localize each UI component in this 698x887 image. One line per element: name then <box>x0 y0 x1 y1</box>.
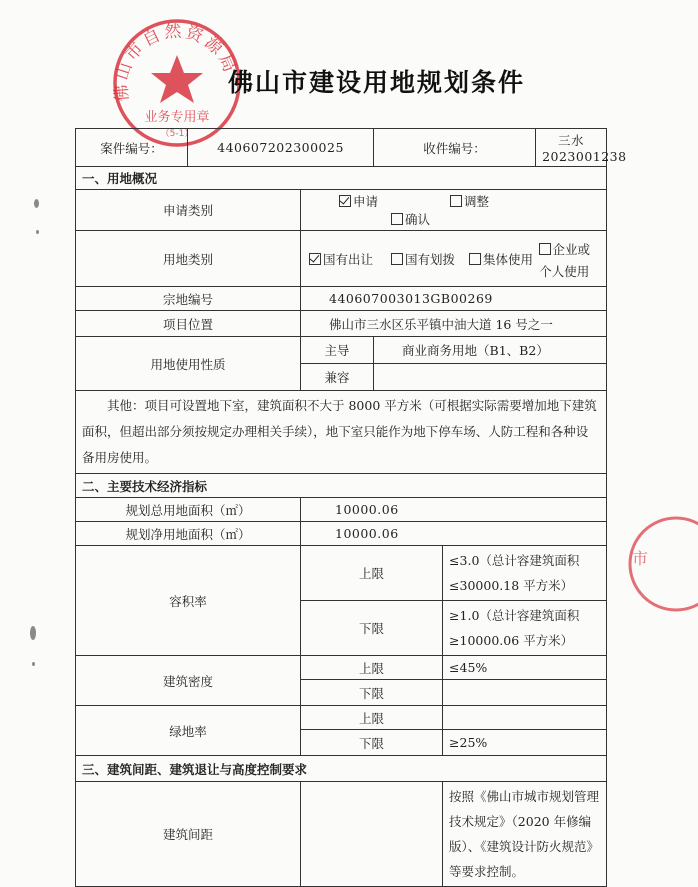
receipt-number-label: 收件编号： <box>374 129 536 167</box>
net-area-value: 10000.06 <box>301 522 607 546</box>
section-spacing-height: 三、建筑间距、建筑退让与高度控制要求 <box>76 756 607 782</box>
green-upper-label: 上限 <box>301 706 443 730</box>
far-lower-value: ≥1.0（总计容建筑面积≥10000.06 平方米） <box>443 601 607 656</box>
green-lower-value: ≥25% <box>443 730 607 756</box>
partial-seal <box>618 512 698 622</box>
far-upper-value: ≤3.0（总计容建筑面积≤30000.18 平方米） <box>443 546 607 601</box>
option-adjust: 调整 <box>450 192 489 210</box>
scan-mark <box>36 230 39 234</box>
far-upper-label: 上限 <box>301 546 443 601</box>
parcel-label: 宗地编号 <box>76 287 301 311</box>
far-lower-label: 下限 <box>301 601 443 656</box>
spacing-label: 建筑间距 <box>76 782 301 887</box>
option-enterprise-personal: 企业或 个人使用 <box>539 242 591 279</box>
scan-mark <box>34 199 39 208</box>
parcel-value: 440607003013GB00269 <box>301 287 607 311</box>
option-state-allocation: 国有划拨 <box>391 250 455 268</box>
land-type-row <box>76 231 607 287</box>
land-type-label: 用地类别 <box>76 231 301 287</box>
density-label: 建筑密度 <box>76 656 301 706</box>
parcel-row <box>76 287 607 311</box>
total-area-value: 10000.06 <box>301 498 607 522</box>
apply-type-label: 申请类别 <box>76 190 301 231</box>
scan-mark <box>30 626 36 640</box>
checkbox-checked-icon <box>309 253 321 265</box>
total-area-row <box>76 498 607 522</box>
seal-purpose-text: 业务专用章 <box>144 110 210 125</box>
density-lower-label: 下限 <box>301 680 443 706</box>
option-apply: 申请 <box>339 192 378 210</box>
location-row <box>76 311 607 337</box>
checkbox-icon <box>539 243 551 255</box>
density-upper-label: 上限 <box>301 656 443 680</box>
land-use-mix-value <box>374 364 607 391</box>
seal-org-text: 佛山市自然资源局 <box>111 21 241 103</box>
checkbox-icon <box>450 195 462 207</box>
document-title: 佛山市建设用地规划条件 <box>228 68 526 97</box>
option-collective-use: 集体使用 <box>469 250 533 268</box>
net-area-label: 规划净用地面积（㎡） <box>76 522 301 546</box>
option-confirm: 确认 <box>391 210 430 228</box>
svg-text:市: 市 <box>632 549 649 568</box>
density-upper-row <box>76 656 607 680</box>
density-lower-value <box>443 680 607 706</box>
far-label: 容积率 <box>76 546 301 656</box>
land-use-mix-label: 兼容 <box>301 364 374 391</box>
checkbox-icon <box>391 213 403 225</box>
land-use-main-label: 主导 <box>301 337 374 364</box>
checkbox-icon <box>469 253 481 265</box>
green-label: 绿地率 <box>76 706 301 756</box>
apply-type-row <box>76 190 607 231</box>
scan-mark <box>32 662 35 666</box>
apply-type-options <box>301 190 607 231</box>
green-lower-label: 下限 <box>301 730 443 756</box>
planning-conditions-table <box>75 128 627 887</box>
far-upper-row <box>76 546 607 601</box>
case-number-row <box>76 129 607 167</box>
net-area-row <box>76 522 607 546</box>
seal-code-text: （5-1） <box>160 129 194 139</box>
checkbox-icon <box>391 253 403 265</box>
seal-star-icon <box>151 55 203 103</box>
case-number-value: 440607202300025 <box>188 129 374 167</box>
option-state-transfer: 国有出让 <box>309 250 373 268</box>
density-upper-value: ≤45% <box>443 656 607 680</box>
land-use-main-value: 商业商务用地（B1、B2） <box>374 337 607 364</box>
spacing-row <box>76 782 607 887</box>
case-number-label: 案件编号： <box>76 129 188 167</box>
land-use-label: 用地使用性质 <box>76 337 301 391</box>
land-use-main-row <box>76 337 607 364</box>
section-land-overview: 一、用地概况 <box>76 167 607 190</box>
spacing-value: 按照《佛山市城市规划管理技术规定》（2020 年修编版）、《建筑设计防火规范》等要求控制。 <box>443 782 607 887</box>
green-upper-value <box>443 706 607 730</box>
section-indicators: 二、主要技术经济指标 <box>76 474 607 498</box>
other-notes: 其他：项目可设置地下室，建筑面积不大于 8000 平方米（可根据实际需要增加地下建筑面积，但超出部分须按规定办理相关手续），地下室只能作为地下停车场、人防工程和各种设备用房使用。 <box>76 391 607 474</box>
land-type-options <box>301 231 607 287</box>
location-value: 佛山市三水区乐平镇中油大道 16 号之一 <box>301 311 607 337</box>
green-upper-row <box>76 706 607 730</box>
checkbox-checked-icon <box>339 195 351 207</box>
receipt-number-value: 三水 2023001238 <box>536 129 607 167</box>
total-area-label: 规划总用地面积（㎡） <box>76 498 301 522</box>
location-label: 项目位置 <box>76 311 301 337</box>
